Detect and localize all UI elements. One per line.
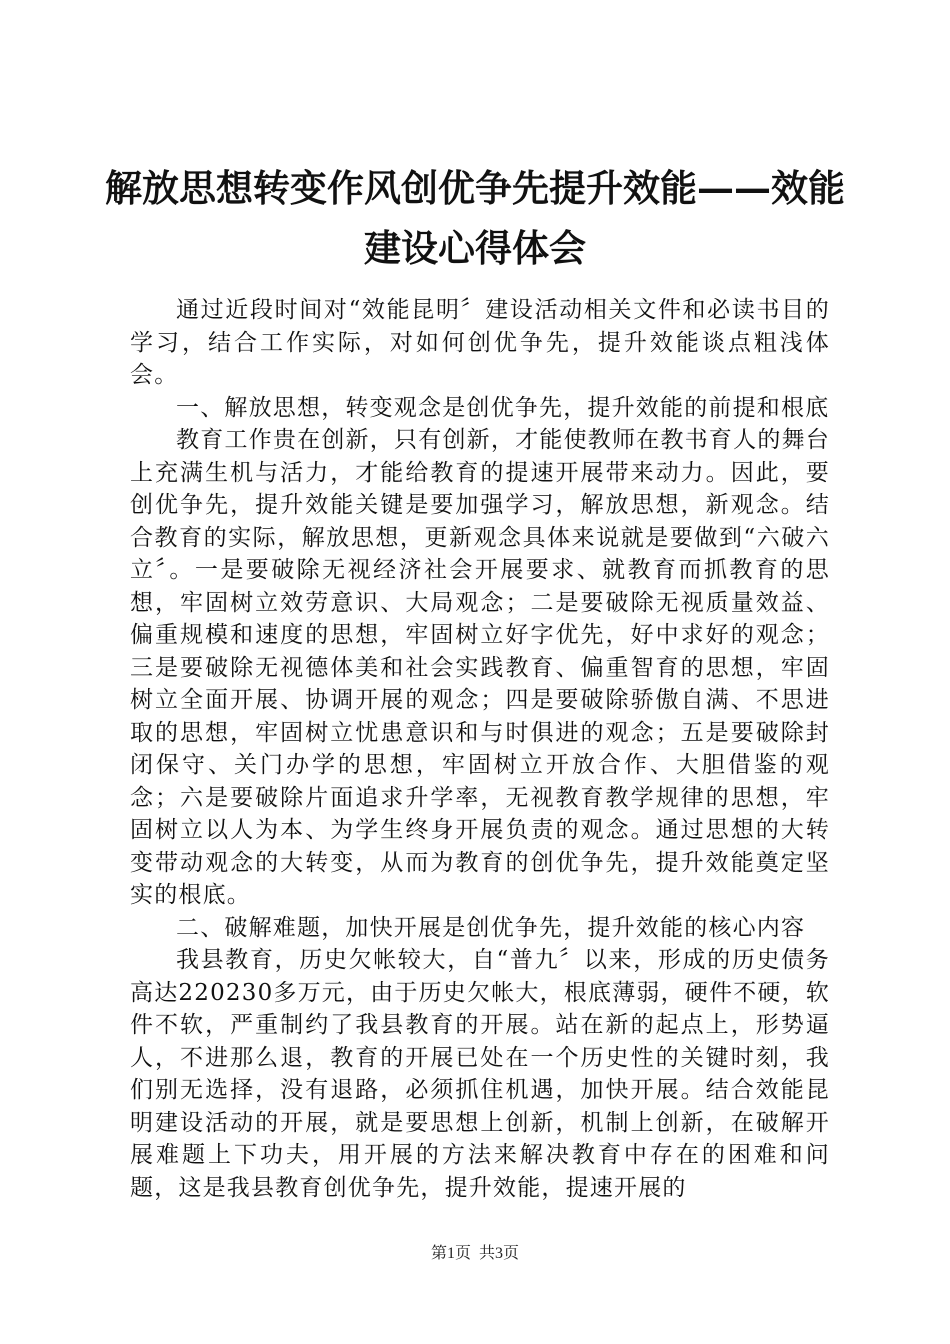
footer-spacer <box>471 1245 479 1262</box>
section-heading-2: 二、破解难题，加快开展是创优争先，提升效能的核心内容 <box>176 914 806 941</box>
document-title: 解放思想转变作风创优争先提升效能——效能建设心得体会 <box>105 166 845 270</box>
paragraph-section-1: 教育工作贵在创新，只有创新，才能使教师在教书育人的舞台上充满生机与活力，才能给教育的提速开展带来动力。因此，要创优争先，提升效能关键是要加强学习，解放思想，新观念。结合教育的实际，解放思想，更新观念具体来说就是要做到“六破六立〞。一是要破除无视经济社会开展要求、就教育而抓教育的思想，牢固树立效劳意识、大局观念；二是要破除无视质量效益、偏重规模和速度的思想，牢固树立好字优先，好中求好的观念；三是要破除无视德体美和社会实践教育、偏重智育的思想，牢固树立全面开展、协调开展的观念；四是要破除骄傲自满、不思进取的思想，牢固树立忧患意识和与时俱进的观念；五是要破除封闭保守、关门办学的思想，牢固树立开放合作、大胆借鉴的观念；六是要破除片面追求升学率，无视教育教学规律的思想，牢固树立以人为本、为学生终身开展负责的观念。通过思想的大转变带动观念的大转变，从而为教育的创优争先，提升效能奠定坚实的根底。 <box>130 427 830 908</box>
paragraph-section-2: 我县教育，历史欠帐较大，自“普九〞以来，形成的历史债务高达220230多万元，由于历史欠帐大，根底薄弱，硬件不硬，软件不软，严重制约了我县教育的开展。站在新的起点上，形势逼人，不进那么退，教育的开展已处在一个历史性的关键时刻，我们别无选择，没有退路，必须抓住机遇，加快开展。结合效能昆明建设活动的开展，就是要思想上创新，机制上创新，在破解开展难题上下功夫，用开展的方法来解决教育中存在的困难和问题，这是我县教育创优争先，提升效能，提速开展的 <box>130 947 830 1201</box>
page-number: 第1页 <box>430 1245 471 1262</box>
section-heading-1: 一、解放思想，转变观念是创优争先，提升效能的前提和根底 <box>176 394 830 421</box>
document-body <box>130 294 830 1204</box>
total-pages: 共3页 <box>479 1245 520 1262</box>
page-footer <box>0 1244 950 1264</box>
paragraph-intro: 通过近段时间对“效能昆明〞建设活动相关文件和必读书目的学习，结合工作实际，对如何创优争先，提升效能谈点粗浅体会。 <box>130 297 830 388</box>
